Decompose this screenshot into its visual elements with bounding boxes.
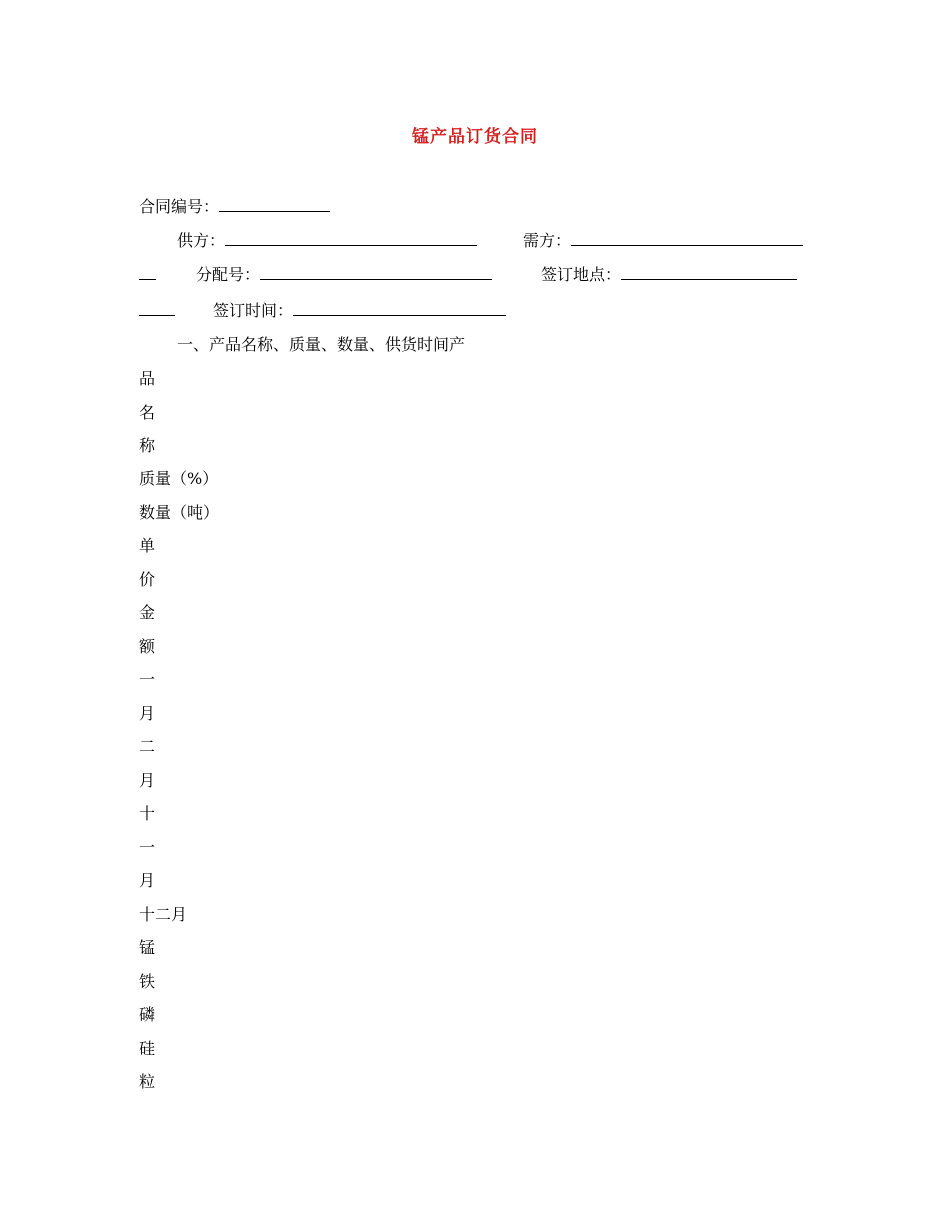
allocation-no-blank xyxy=(260,265,492,280)
signing-place-line xyxy=(541,264,797,286)
signing-place-blank-continued xyxy=(139,301,175,316)
table-cell-text: 额 xyxy=(139,637,156,656)
table-cell-text: 十二月 xyxy=(139,905,188,924)
document-title: 锰产品订货合同 xyxy=(412,127,538,147)
signing-time-label: 签订时间： xyxy=(213,301,294,320)
table-cell-text: 锰 xyxy=(139,938,156,957)
buyer-label: 需方： xyxy=(523,231,572,250)
table-cell-text: 月 xyxy=(139,704,156,723)
buyer-line xyxy=(523,230,803,252)
table-cell-text: 金 xyxy=(139,603,156,622)
table-cell-text: 名 xyxy=(139,403,156,422)
table-cell-text: 月 xyxy=(139,771,156,790)
signing-place-label: 签订地点： xyxy=(541,265,622,284)
allocation-no-label: 分配号： xyxy=(196,265,261,284)
allocation-line xyxy=(196,264,492,286)
buyer-blank xyxy=(571,231,803,246)
table-cell-text: 月 xyxy=(139,871,156,890)
table-cell-text: 磷 xyxy=(139,1005,156,1024)
table-cell-text: 二 xyxy=(139,737,156,756)
table-cell-text: 品 xyxy=(139,369,156,388)
table-cell-text: 粒 xyxy=(139,1072,156,1091)
signing-time-blank xyxy=(293,301,506,316)
table-cell-text: 价 xyxy=(139,570,156,589)
table-cell-text: 单 xyxy=(139,536,156,555)
table-cell-text: 质量（%） xyxy=(139,469,219,488)
table-cell-text: 称 xyxy=(139,436,156,455)
table-cell-text: 铁 xyxy=(139,972,156,991)
buyer-blank-continued xyxy=(139,265,156,280)
supplier-line xyxy=(177,230,477,252)
contract-no-line xyxy=(139,196,330,218)
supplier-blank xyxy=(225,231,477,246)
table-cell-text: 硅 xyxy=(139,1039,156,1058)
signing-place-blank-continuation xyxy=(139,300,175,322)
table-cell-text: 数量（吨） xyxy=(139,503,220,522)
table-cell-text: 一 xyxy=(139,838,156,857)
contract-no-blank xyxy=(219,197,330,212)
table-cell-text: 一 xyxy=(139,670,156,689)
section-1-heading: 一、产品名称、质量、数量、供货时间产 xyxy=(177,335,466,354)
table-cell-text: 十 xyxy=(139,804,156,823)
signing-place-blank xyxy=(621,265,797,280)
buyer-blank-continuation xyxy=(139,264,156,286)
supplier-label: 供方： xyxy=(177,231,226,250)
contract-no-label: 合同编号： xyxy=(139,197,220,216)
signing-time-line xyxy=(213,300,506,322)
